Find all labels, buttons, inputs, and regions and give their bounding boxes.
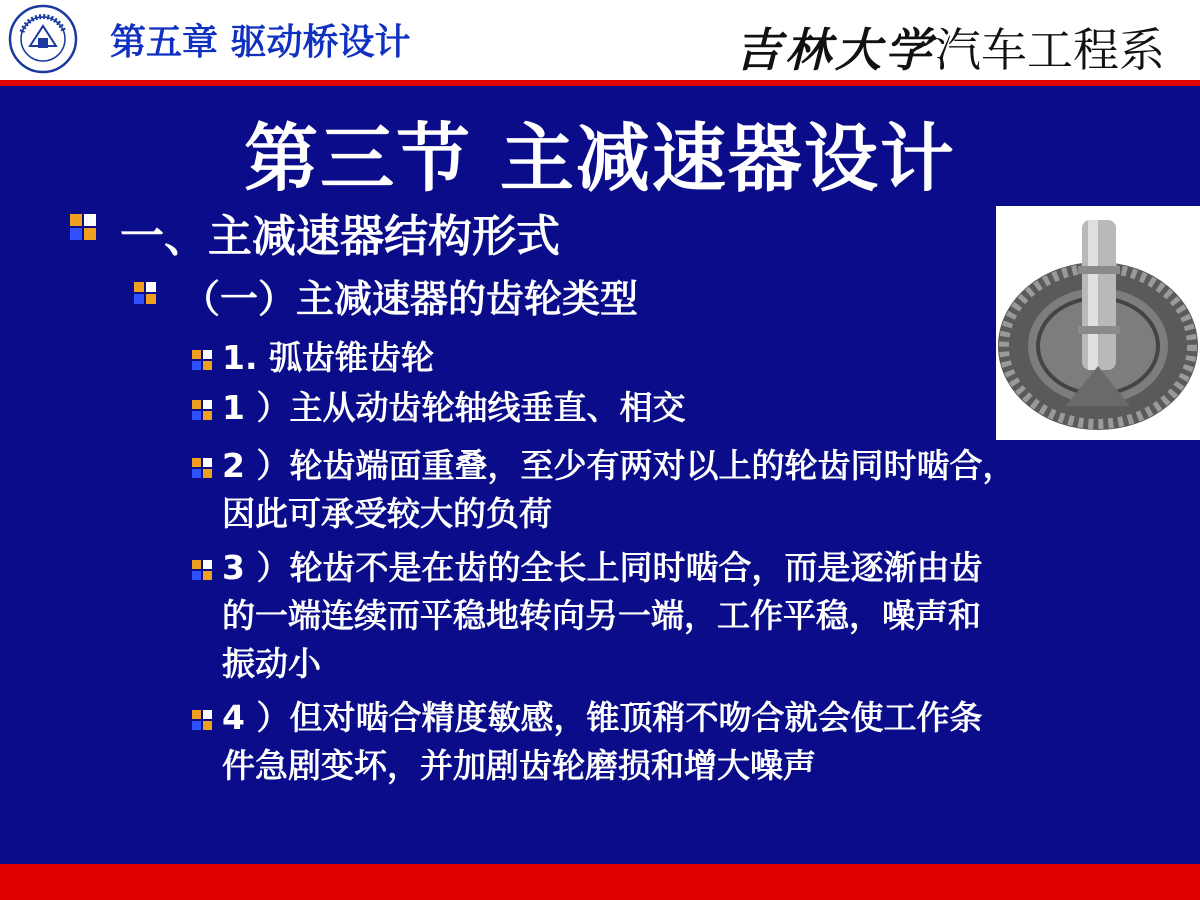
- square-bullet-icon: [192, 350, 212, 370]
- square-bullet-icon: [192, 710, 212, 730]
- list-item: [222, 694, 982, 790]
- list-item-line: 的一端连续而平稳地转向另一端，工作平稳，噪声和: [222, 596, 981, 635]
- section-heading: [120, 200, 560, 264]
- university-name: 吉林大学: [735, 23, 935, 77]
- square-bullet-icon: [192, 400, 212, 420]
- department-label: 汽车工程系: [935, 23, 1165, 77]
- list-item-line: 1. 弧齿锥齿轮: [222, 338, 434, 377]
- chapter-title: 第五章 驱动桥设计: [110, 22, 411, 63]
- slide-title: 第三节 主减速器设计: [244, 116, 956, 202]
- list-item-line: 3 ）轮齿不是在齿的全长上同时啮合，而是逐渐由齿: [222, 548, 983, 587]
- list-item: [222, 384, 685, 432]
- list-item: [222, 334, 434, 382]
- subsection-text: （一）主减速器的齿轮类型: [182, 277, 639, 321]
- footer-bar: [0, 864, 1200, 900]
- square-bullet-icon: [192, 560, 212, 580]
- list-item-line: 2 ）轮齿端面重叠，至少有两对以上的轮齿同时啮合，: [222, 446, 1016, 485]
- university-seal-icon: [8, 4, 78, 74]
- header-bar: [0, 0, 1200, 80]
- list-item-line: 振动小: [222, 644, 321, 683]
- list-item-line: 4 ）但对啮合精度敏感，锥顶稍不吻合就会使工作条: [222, 698, 983, 737]
- list-item-line: 1 ）主从动齿轮轴线垂直、相交: [222, 388, 686, 427]
- list-item-line: 件急剧变坏，并加剧齿轮磨损和增大噪声: [222, 746, 816, 785]
- square-bullet-icon: [70, 214, 96, 240]
- square-bullet-icon: [192, 458, 212, 478]
- subsection-heading: [182, 268, 638, 323]
- list-item: [222, 442, 1015, 538]
- department-name: [735, 14, 1165, 80]
- list-item: [222, 544, 982, 688]
- header-divider: [0, 80, 1200, 86]
- square-bullet-icon: [134, 282, 156, 304]
- spiral-bevel-gear-photo: [996, 206, 1200, 440]
- list-item-line: 因此可承受较大的负荷: [222, 494, 552, 533]
- section-text: 一、主减速器结构形式: [120, 211, 560, 262]
